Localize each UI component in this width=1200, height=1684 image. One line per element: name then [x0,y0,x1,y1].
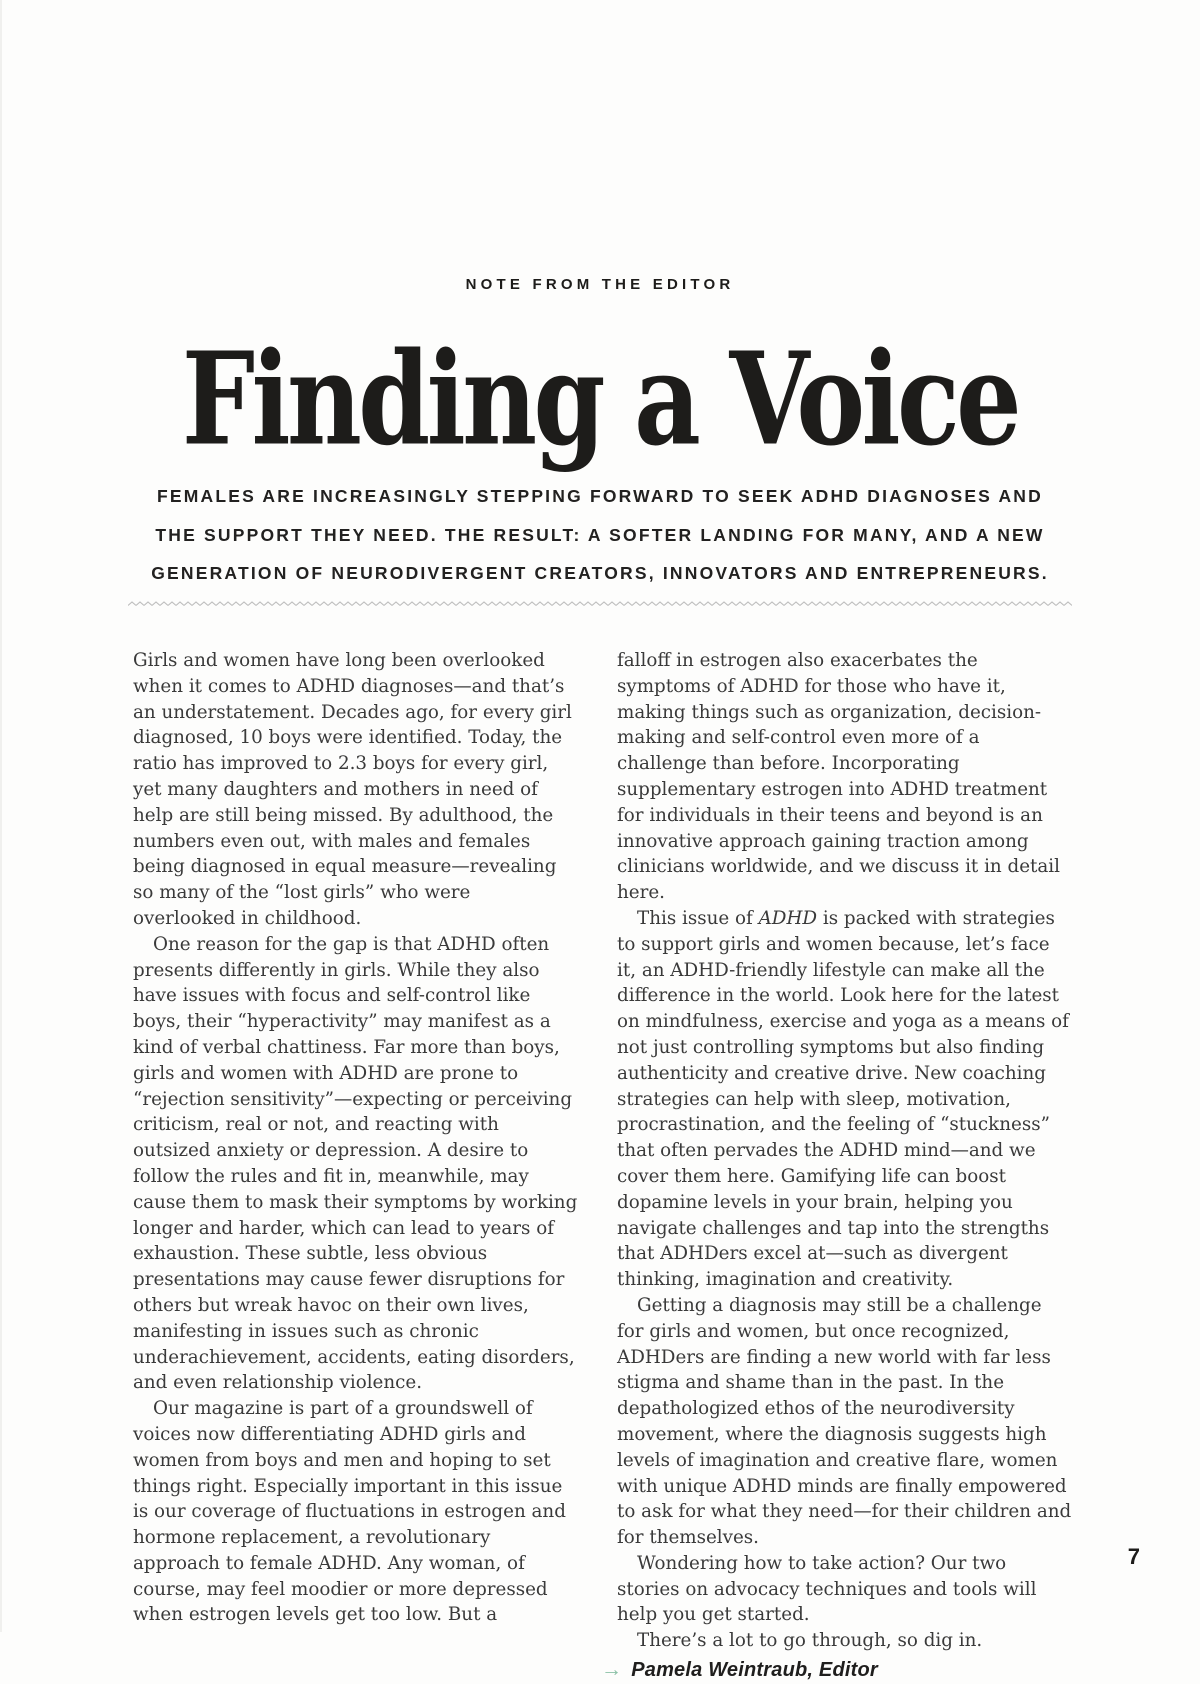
deck-line: FEMALES ARE INCREASINGLY STEPPING FORWARD TO SEEK ADHD DIAGNOSES AND [157,486,1043,506]
column-right [601,648,1072,1684]
column-left [133,648,578,1684]
text-run: Girls and women have long been overlooked when it comes to ADHD diagnoses—and that’s an understatement. Decades ago, for every girl diagnosed, 10 boys were identified. Today, the ratio has improved to 2.3 boys for every girl, yet many daughters and mothers in need of help are still being missed. By adulthood, the numbers even out, with males and females being diagnosed in equal measure—revealing so many of the “lost girls” who were overlooked in childhood. [133,650,572,929]
page-number: 7 [1127,1544,1140,1569]
editor-name: Pamela Weintraub, Editor [631,1659,878,1682]
text-run: falloff in estrogen also exacerbates the symptoms of ADHD for those who have it, making things such as organization, decision-making and self-control even more of a challenge than before. Incorporating supplementary estrogen into ADHD treatment for individuals in their teens and beyond is an innovative approach gaining traction among clinicians worldwide, and we discuss it in detail here. [617,650,1060,904]
text-run: This issue of [637,907,759,929]
signature-line [601,1657,1072,1684]
body-paragraph [617,906,1072,1293]
text-run: is packed with strategies to support girls and women because, let’s face it, an ADHD-friendly lifestyle can make all the difference in the world. Look here for the latest on mindfulness, exercise and yoga as a means of not just controlling symptoms but also finding authenticity and creative drive. New coaching strategies can help with sleep, motivation, procrastination, and the feeling of “stuckness” that often pervades the ADHD mind—and we cover them here. Gamifying life can boost dopamine levels in your brain, helping you navigate challenges and tap into the strengths that ADHDers excel at—such as divergent thinking, imagination and creativity. [617,907,1069,1291]
text-run: Our magazine is part of a groundswell of voices now differentiating ADHD girls and women from boys and men and hoping to set things right. Especially important in this issue is our coverage of fluctuations in estrogen and hormone replacement, a revolutionary approach to female ADHD. Any woman, of course, may feel moodier or more depressed when estrogen levels get too low. But a [133,1398,566,1626]
text-run: Wondering how to take action? Our two stories on advocacy techniques and tools will help you get started. [617,1552,1037,1626]
text-run: One reason for the gap is that ADHD often presents differently in girls. While they also have issues with focus and self-control like boys, their “hyperactivity” may manifest as a kind of verbal chattiness. Far more than boys, girls and women with ADHD are prone to “rejection sensitivity”—expecting or perceiving criticism, real or not, and reacting with outsized anxiety or depression. A desire to follow the rules and fit in, meanwhile, may cause them to mask their symptoms by working longer and harder, which can lead to years of exhaustion. These subtle, less obvious presentations may cause fewer disruptions for others but wreak havoc on their own lives, manifesting in issues such as chronic underachievement, accidents, eating disorders, and even relationship violence. [133,933,578,1394]
text-run: There’s a lot to go through, so dig in. [637,1630,983,1652]
title-wrap [0,322,1200,480]
kicker: NOTE FROM THE EDITOR [465,276,735,293]
deck [120,477,1080,593]
body-paragraph [133,648,578,932]
body-paragraph [617,1293,1072,1551]
body-paragraph [617,1551,1072,1628]
page-title: Finding a Voice [181,323,1019,474]
right-arrow-icon: → [601,1658,623,1682]
text-run: ADHD [758,907,818,929]
deck-line: THE SUPPORT THEY NEED. THE RESULT: A SOFTER LANDING FOR MANY, AND A NEW [155,524,1045,545]
text-run: Getting a diagnosis may still be a challenge for girls and women, but once recognized, ADHDers are finding a new world with far less stigma and shame than in the past. In the depathologized ethos of the neurodiversity movement, where the diagnosis suggests high levels of imagination and creative flare, women with unique ADHD minds are finally empowered to ask for what they need—for their children and for themselves. [617,1294,1072,1549]
body-paragraph [133,1396,578,1628]
page-edge-shadow [0,0,2,1632]
deck-line: GENERATION OF NEURODIVERGENT CREATORS, INNOVATORS AND ENTREPRENEURS. [151,563,1049,583]
body-paragraph [133,932,578,1396]
body-paragraph [617,648,1072,906]
body-paragraph [617,1628,1072,1654]
zigzag-divider [128,599,1072,608]
article-body [133,648,1072,1684]
